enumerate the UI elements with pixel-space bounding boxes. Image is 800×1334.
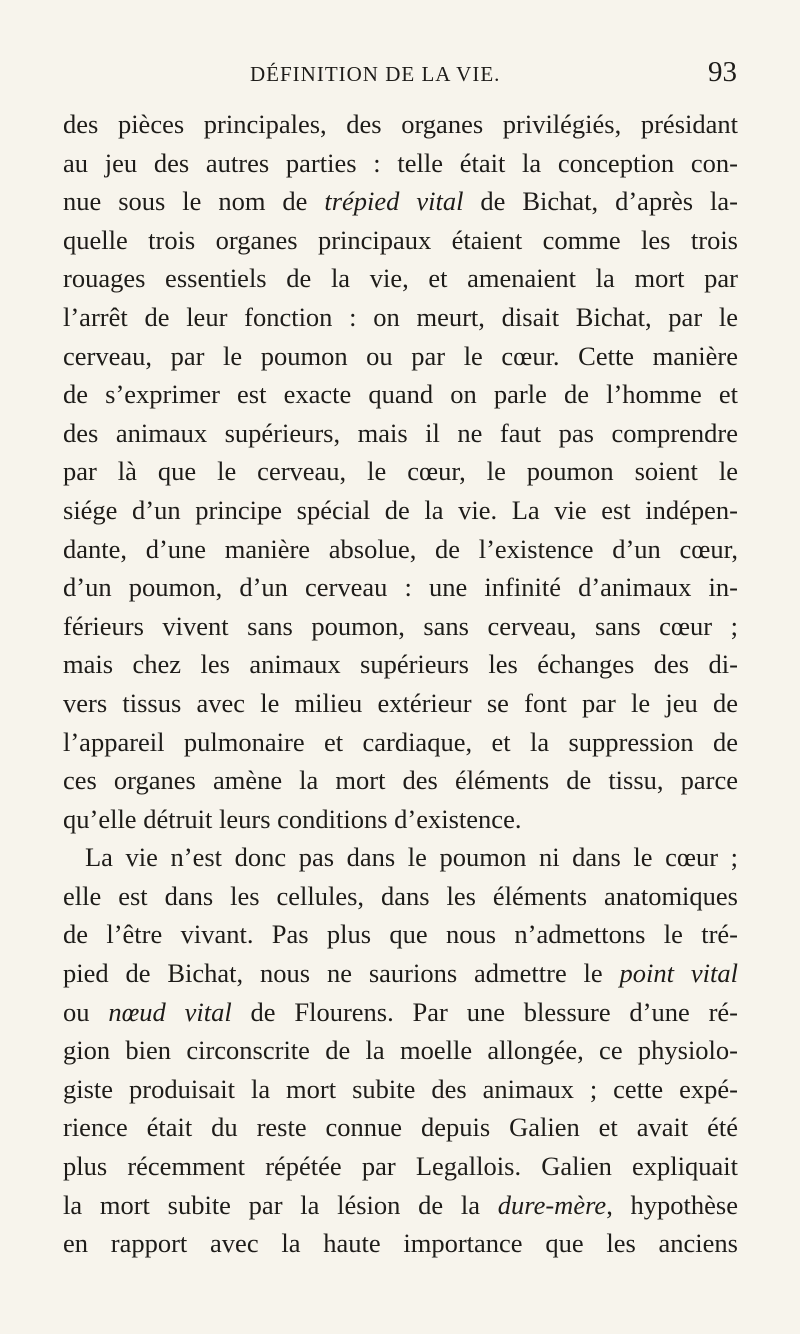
text-line: qu’elle détruit leurs conditions d’existence. <box>63 803 522 834</box>
text-line: plus récemment répétée par Legallois. Galien expliquait <box>63 1151 738 1182</box>
text-line: mais chez les animaux supérieurs les échanges des di- <box>63 649 738 680</box>
text-line: ces organes amène la mort des éléments de tissu, parce <box>63 765 738 796</box>
text-line: des pièces principales, des organes privilégiés, présidant <box>63 109 738 139</box>
running-head: DÉFINITION DE LA VIE. <box>250 62 501 86</box>
text-line: elle est dans les cellules, dans les éléments anatomiques <box>63 880 738 911</box>
text-line: quelle trois organes principaux étaient comme les trois <box>63 224 738 255</box>
text-line: pied de Bichat, nous ne saurions admettre le point vital <box>63 958 738 989</box>
text-line: de l’être vivant. Pas plus que nous n’admettons le tré- <box>63 919 738 950</box>
text-line: siége d’un principe spécial de la vie. La vie est indépen- <box>63 494 738 525</box>
text-line: gion bien circonscrite de la moelle allongée, ce physiolo- <box>63 1035 738 1066</box>
text-line: de s’exprimer est exacte quand on parle de l’homme et <box>63 379 738 410</box>
text-line: des animaux supérieurs, mais il ne faut pas comprendre <box>63 417 738 448</box>
text-line: la mort subite par la lésion de la dure-mère, hypothèse <box>63 1189 738 1220</box>
text-line: cerveau, par le poumon ou par le cœur. Cette manière <box>63 340 738 371</box>
text-line: rience était du reste connue depuis Galien et avait été <box>63 1112 738 1143</box>
body-text <box>63 105 738 1263</box>
italic-term: nœud vital <box>108 996 232 1027</box>
text-line: vers tissus avec le milieu extérieur se font par le jeu de <box>63 687 738 718</box>
text-line: l’arrêt de leur fonction : on meurt, disait Bichat, par le <box>63 301 738 332</box>
text-line: l’appareil pulmonaire et cardiaque, et la suppression de <box>63 726 738 757</box>
text-line: d’un poumon, d’un cerveau : une infinité d’animaux in- <box>63 572 738 603</box>
text-line: rouages essentiels de la vie, et amenaient la mort par <box>63 263 738 294</box>
text-line: par là que le cerveau, le cœur, le poumon soient le <box>63 456 738 487</box>
text-line: au jeu des autres parties : telle était la conception con- <box>63 147 738 178</box>
text-line: ou nœud vital de Flourens. Par une blessure d’une ré- <box>63 996 739 1027</box>
text-line: giste produisait la mort subite des animaux ; cette expé- <box>63 1073 738 1104</box>
text-line: nue sous le nom de trépied vital de Bichat, d’après la- <box>63 186 738 217</box>
text-line: en rapport avec la haute importance que les anciens <box>63 1228 738 1259</box>
text-line: La vie n’est donc pas dans le poumon ni dans le cœur ; <box>85 842 738 873</box>
italic-term: trépied vital <box>324 186 464 217</box>
text-line: férieurs vivent sans poumon, sans cerveau, sans cœur ; <box>63 610 738 641</box>
text-line: dante, d’une manière absolue, de l’existence d’un cœur, <box>63 533 738 564</box>
italic-term: dure-mère <box>497 1189 607 1220</box>
italic-term: point vital <box>619 958 738 989</box>
page-number: 93 <box>708 56 737 88</box>
